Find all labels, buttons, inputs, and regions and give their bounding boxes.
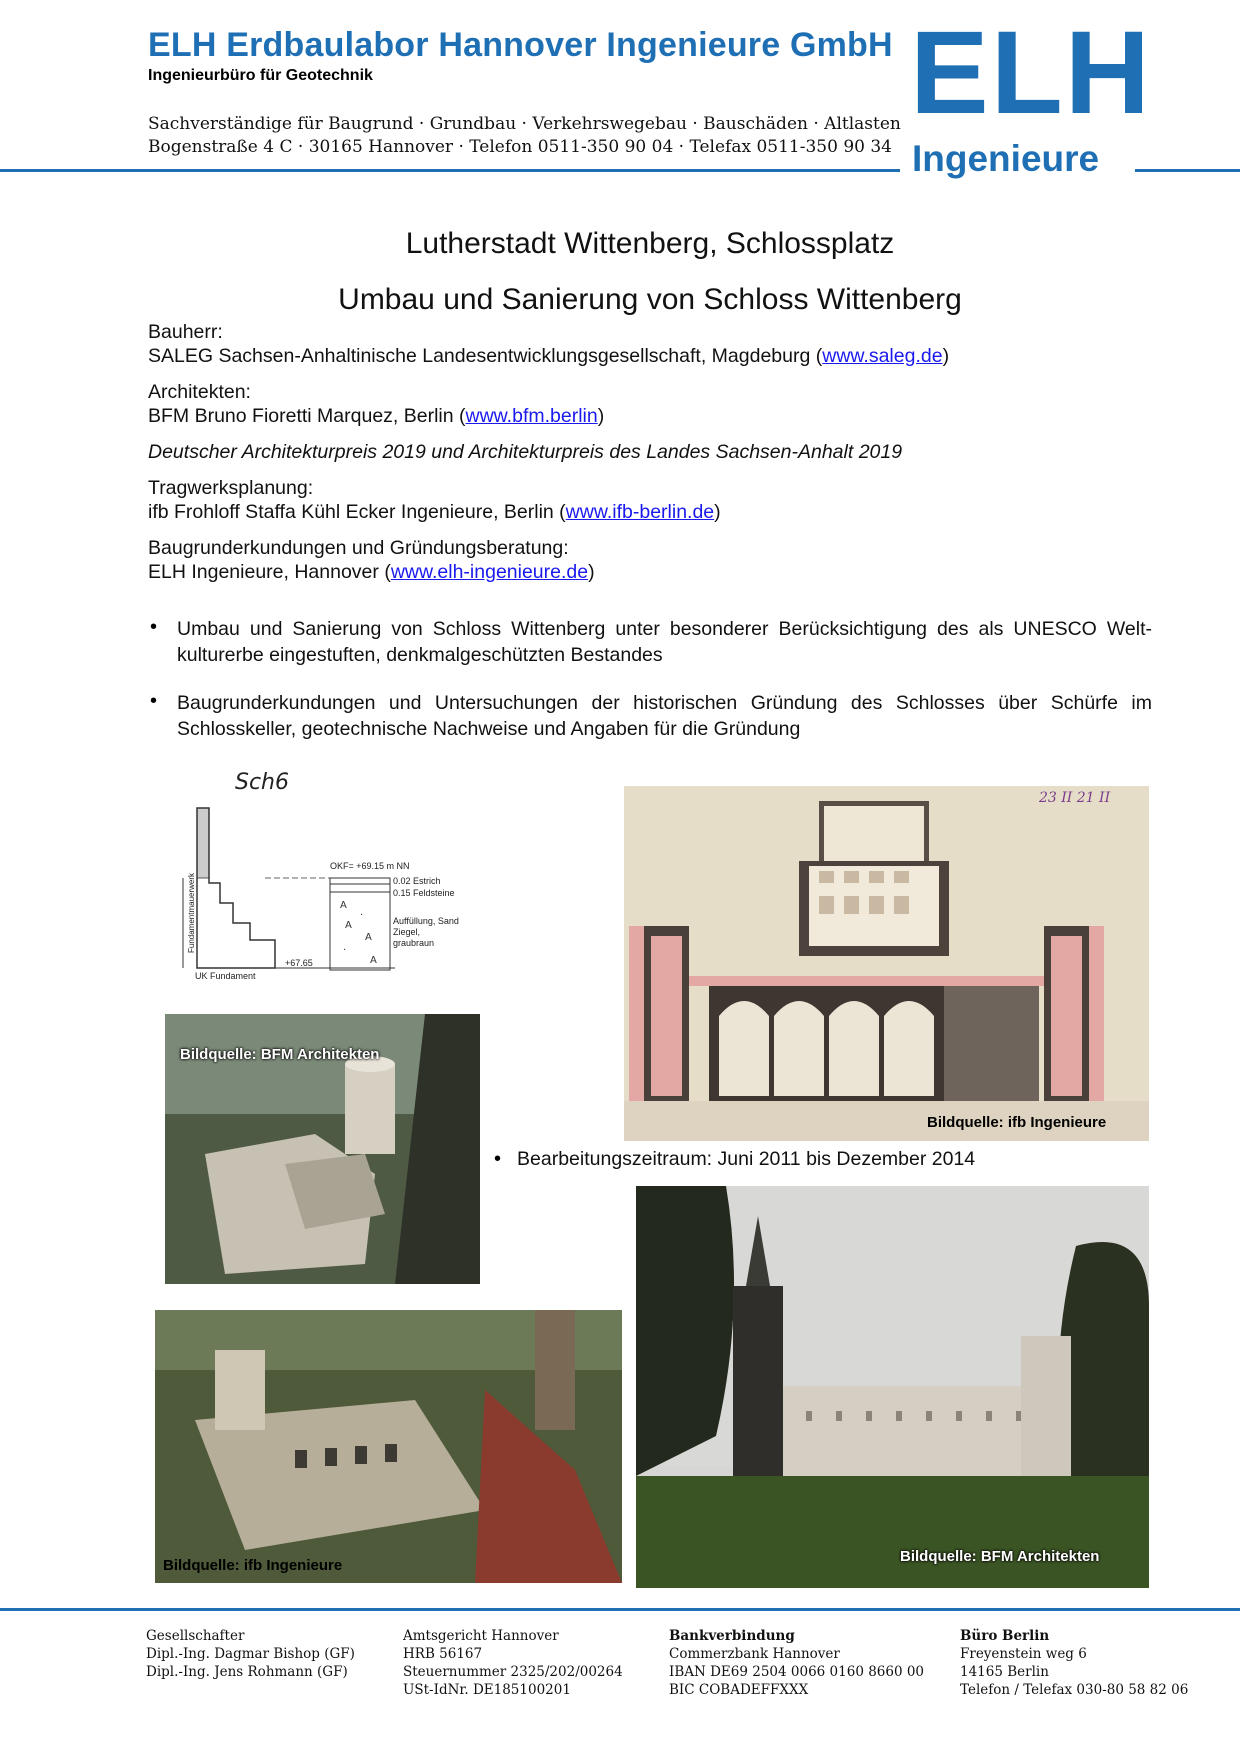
footer-line: Steuernummer 2325/202/00264 xyxy=(403,1664,623,1680)
svg-text:A: A xyxy=(370,955,377,966)
section-caption: Bildquelle: ifb Ingenieure xyxy=(927,1114,1107,1131)
ifb-link[interactable]: www.ifb-berlin.de xyxy=(565,501,715,523)
footer-line: IBAN DE69 2504 0066 0160 8660 00 xyxy=(669,1664,925,1680)
tragwerk-text: ifb Frohloff Staffa Kühl Ecker Ingenieure, Berlin ( xyxy=(148,501,566,523)
footer-line: Freyenstein weg 6 xyxy=(960,1646,1087,1662)
model-photo xyxy=(155,1310,622,1583)
svg-text:·: · xyxy=(360,910,364,921)
elh-link[interactable]: www.elh-ingenieure.de xyxy=(390,561,589,583)
sketch-uk-level: +67.65 xyxy=(285,958,313,968)
castle-photo xyxy=(636,1186,1149,1588)
close-paren: ) xyxy=(597,405,605,427)
footer-col-shareholders xyxy=(146,1627,355,1681)
footer-line: Gesellschafter xyxy=(146,1628,245,1644)
footer-line: HRB 56167 xyxy=(403,1646,483,1662)
logo-elh: ELH xyxy=(910,7,1152,139)
footer-line: Telefon / Telefax 030-80 58 82 06 xyxy=(960,1682,1189,1698)
castle-caption: Bildquelle: BFM Architekten xyxy=(900,1548,1100,1565)
close-paren: ) xyxy=(714,501,721,523)
architekten-text: BFM Bruno Fioretti Marquez, Berlin ( xyxy=(148,405,466,427)
section-drawing xyxy=(624,786,1149,1141)
award-line: Deutscher Architekturpreis 2019 und Architekturpreis des Landes Sachsen-Anhalt 2019 xyxy=(148,441,903,463)
footer-line: USt-IdNr. DE185100201 xyxy=(403,1682,571,1698)
page-subtitle: Umbau und Sanierung von Schloss Wittenberg xyxy=(338,283,962,316)
sketch-wall: Fundamentmauerwerk xyxy=(187,872,196,953)
bauherr-text: SALEG Sachsen-Anhaltinische Landesentwicklungsgesellschaft, Magdeburg ( xyxy=(148,345,823,367)
svg-text:A: A xyxy=(365,932,372,943)
logo-ingenieure: Ingenieure xyxy=(912,138,1100,179)
section-ref: 23 II 21 II xyxy=(1039,790,1111,806)
architekten-line xyxy=(148,404,604,428)
baugrund-label: Baugrunderkundungen und Gründungsberatung: xyxy=(148,537,569,559)
footer-line: Amtsgericht Hannover xyxy=(403,1628,559,1644)
bullet-icon: • xyxy=(150,616,158,638)
footer-col-berlin-office xyxy=(960,1627,1188,1699)
footer-col-bank xyxy=(669,1627,924,1699)
bullet-icon: • xyxy=(494,1148,502,1170)
bullet-item: Baugrunderkundungen und Untersuchungen der historischen Gründung des Schlosses über Schürfe im Schlosskeller, geotechnische Nachweise und Angaben für die Gründung xyxy=(177,692,1152,740)
footer-heading: Bankverbindung xyxy=(669,1628,795,1644)
sketch-fill: Auffüllung, Sand Ziegel, graubraun xyxy=(393,916,459,948)
footer-line: Dipl.-Ing. Jens Rohmann (GF) xyxy=(146,1664,348,1680)
sketch-layer1: 0.02 Estrich xyxy=(393,876,441,886)
header-divider-right xyxy=(1135,169,1240,172)
svg-text:·: · xyxy=(343,945,347,956)
footer-line: Dipl.-Ing. Dagmar Bishop (GF) xyxy=(146,1646,355,1662)
sketch-layer2: 0.15 Feldsteine xyxy=(393,888,455,898)
company-name: ELH Erdbaulabor Hannover Ingenieure GmbH xyxy=(148,26,893,64)
aerial-caption: Bildquelle: BFM Architekten xyxy=(180,1046,380,1063)
svg-text:A: A xyxy=(340,900,347,911)
page-title: Lutherstadt Wittenberg, Schlossplatz xyxy=(405,227,895,260)
header-divider xyxy=(0,169,900,172)
address-line: Bogenstraße 4 C · 30165 Hannover · Telefon 0511-350 90 04 · Telefax 0511-350 90 34 xyxy=(148,137,892,157)
svg-text:A: A xyxy=(345,920,352,931)
baugrund-text: ELH Ingenieure, Hannover ( xyxy=(148,561,391,583)
close-paren: ) xyxy=(588,561,595,583)
bullet-icon: • xyxy=(150,690,158,712)
period-text: Bearbeitungszeitraum: Juni 2011 bis Dezember 2014 xyxy=(517,1148,976,1170)
model-caption: Bildquelle: ifb Ingenieure xyxy=(163,1557,343,1574)
footer-col-register xyxy=(403,1627,623,1699)
footer-heading: Büro Berlin xyxy=(960,1628,1050,1644)
aerial-photo xyxy=(165,1014,480,1284)
bauherr-line xyxy=(148,344,949,368)
bfm-link[interactable]: www.bfm.berlin xyxy=(465,405,598,427)
saleg-link[interactable]: www.saleg.de xyxy=(822,345,943,367)
baugrund-line xyxy=(148,560,595,584)
foundation-sketch xyxy=(165,768,495,993)
bauherr-label: Bauherr: xyxy=(148,321,223,343)
footer-line: Commerzbank Hannover xyxy=(669,1646,840,1662)
footer-line: BIC COBADEFFXXX xyxy=(669,1682,809,1698)
sketch-uk: UK Fundament xyxy=(195,971,256,981)
footer-divider xyxy=(0,1608,1240,1611)
services-line: Sachverständige für Baugrund · Grundbau · Verkehrswegebau · Bauschäden · Altlasten xyxy=(148,114,901,134)
tragwerk-label: Tragwerksplanung: xyxy=(148,477,314,499)
sketch-label: Sch6 xyxy=(235,770,290,795)
architekten-label: Architekten: xyxy=(148,381,251,403)
sketch-okf: OKF= +69.15 m NN xyxy=(330,861,410,871)
tragwerk-line xyxy=(148,500,721,524)
bullet-item: Umbau und Sanierung von Schloss Wittenberg unter besonderer Berücksichtigung des als UNESCO Welt-kulturerbe eingestuften, denkmalgeschützten Bestandes xyxy=(177,618,1152,666)
footer-line: 14165 Berlin xyxy=(960,1664,1049,1680)
company-subtitle: Ingenieurbüro für Geotechnik xyxy=(148,67,373,84)
close-paren: ) xyxy=(942,345,950,367)
